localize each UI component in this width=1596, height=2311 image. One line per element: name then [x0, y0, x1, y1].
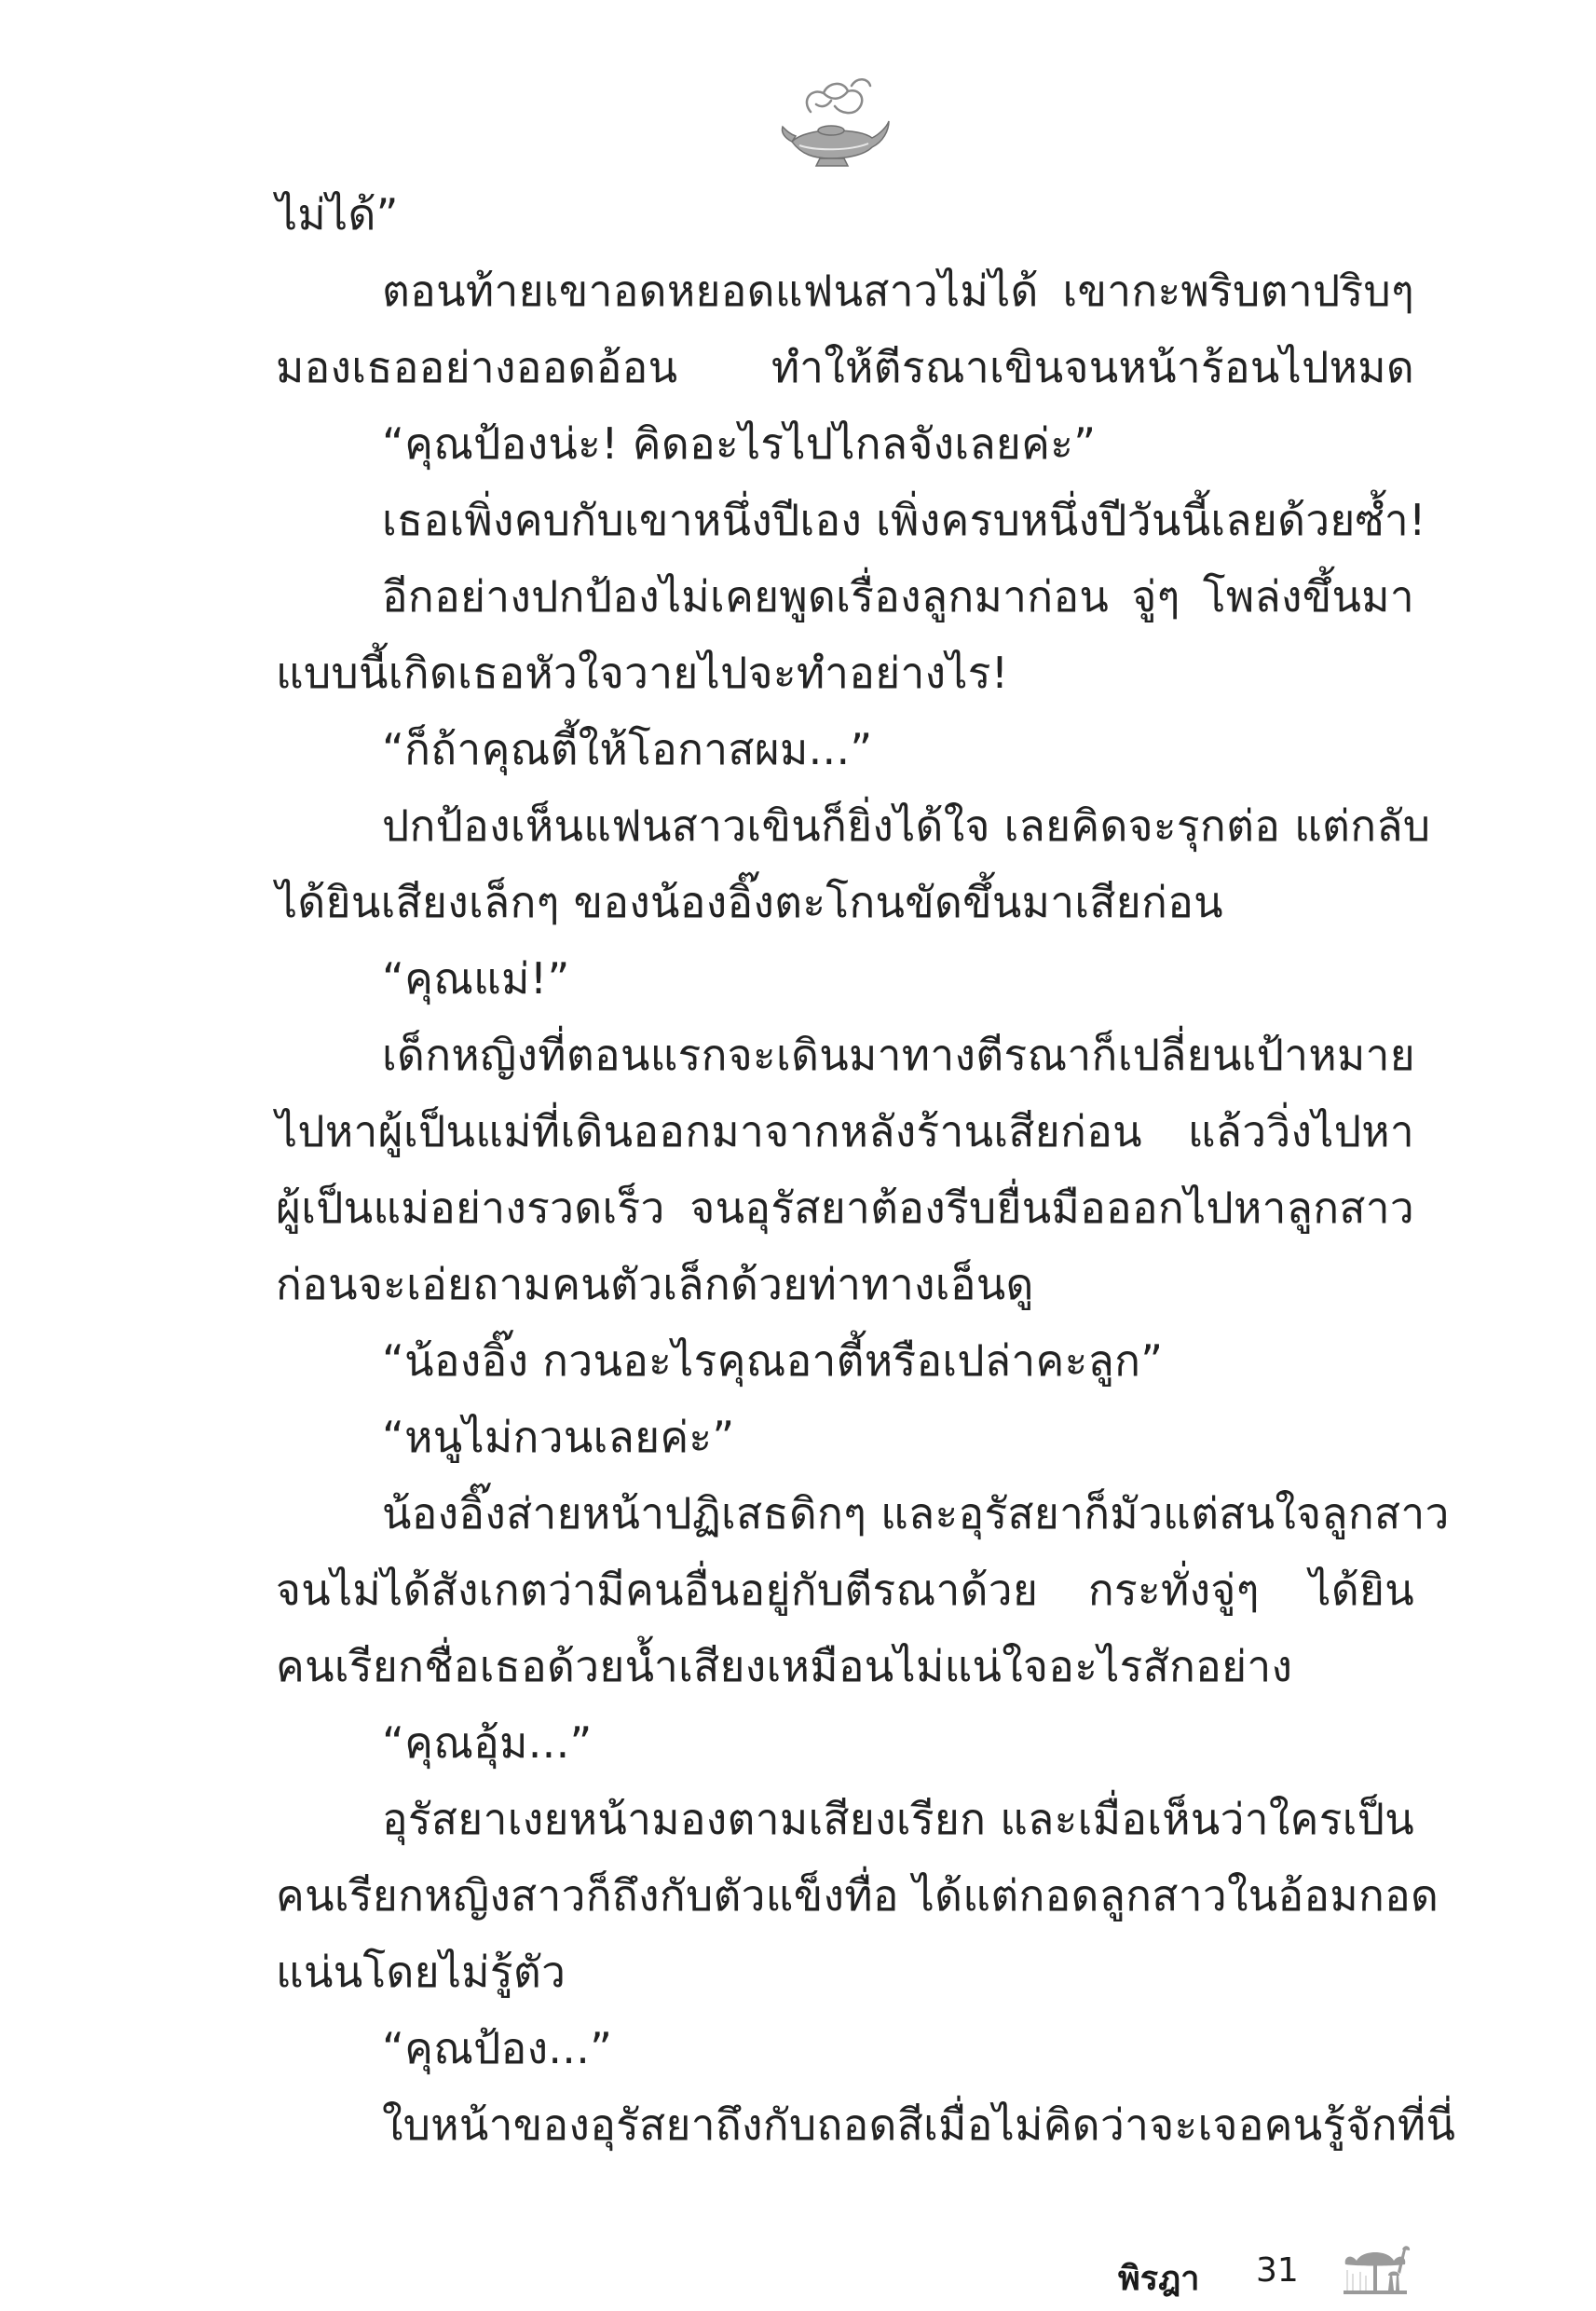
text-line: คนเรียกชื่อเธอด้วยน้ำเสียงเหมือนไม่แน่ใจอะไรสักอย่าง — [276, 1641, 1293, 1691]
text-line: คนเรียกหญิงสาวก็ถึงกับตัวแข็งทื่อ ได้แต่กอดลูกสาวในอ้อมกอด — [276, 1870, 1439, 1921]
text-line: “ก็ถ้าคุณตี้ให้โอกาสผม...” — [382, 724, 873, 774]
page-footer — [1118, 2246, 1491, 2311]
text-line: ไปหาผู้เป็นแม่ที่เดินออกมาจากหลังร้านเสียก่อน แล้ววิ่งไปหา — [276, 1106, 1414, 1156]
text-line: อุรัสยาเงยหน้ามองตามเสียงเรียก และเมื่อเห็นว่าใครเป็น — [382, 1794, 1415, 1844]
page-number: 31 — [1256, 2251, 1299, 2290]
text-line: แบบนี้เกิดเธอหัวใจวายไปจะทำอย่างไร! — [276, 648, 1009, 698]
giraffe-tree-icon — [1338, 2233, 1412, 2298]
text-line: ตอนท้ายเขาอดหยอดแฟนสาวไม่ได้ เขากะพริบตาปริบๆ — [382, 266, 1414, 316]
text-line: ก่อนจะเอ่ยถามคนตัวเล็กด้วยท่าทางเอ็นดู — [276, 1259, 1034, 1309]
text-line: ปกป้องเห็นแฟนสาวเขินก็ยิ่งได้ใจ เลยคิดจะรุกต่อ แต่กลับ — [382, 800, 1431, 851]
text-line: แน่นโดยไม่รู้ตัว — [276, 1947, 566, 1997]
text-line: ผู้เป็นแม่อย่างรวดเร็ว จนอุรัสยาต้องรีบยื่นมือออกไปหาลูกสาว — [276, 1183, 1414, 1233]
text-line: เด็กหญิงที่ตอนแรกจะเดินมาทางตีรณาก็เปลี่ยนเป้าหมาย — [382, 1030, 1415, 1080]
text-line: น้องอิ๊งส่ายหน้าปฏิเสธดิกๆ และอุรัสยาก็มัวแต่สนใจลูกสาว — [382, 1488, 1450, 1538]
text-line: ใบหน้าของอุรัสยาถึงกับถอดสีเมื่อไม่คิดว่าจะเจอคนรู้จักที่นี่ — [382, 2099, 1456, 2150]
text-line: จนไม่ได้สังเกตว่ามีคนอื่นอยู่กับตีรณาด้วย กระทั่งจู่ๆ ได้ยิน — [276, 1565, 1414, 1615]
text-line: “คุณแม่!” — [382, 953, 570, 1004]
text-line: ไม่ได้” — [276, 189, 399, 239]
text-line: ได้ยินเสียงเล็กๆ ของน้องอิ๊งตะโกนขัดขึ้นมาเสียก่อน — [276, 877, 1223, 927]
text-line: “น้องอิ๊ง กวนอะไรคุณอาตี้หรือเปล่าคะลูก” — [382, 1335, 1164, 1386]
text-line: “หนูไม่กวนเลยค่ะ” — [382, 1412, 735, 1462]
text-line: “คุณอุ้ม...” — [382, 1717, 593, 1768]
author-name: พิรฎา — [1118, 2260, 1200, 2298]
text-line: “คุณป้อง...” — [382, 2023, 613, 2073]
text-line: “คุณป้องน่ะ! คิดอะไรไปไกลจังเลยค่ะ” — [382, 418, 1097, 469]
text-line: อีกอย่างปกป้องไม่เคยพูดเรื่องลูกมาก่อน จู่ๆ โพล่งขึ้นมา — [382, 571, 1414, 622]
genie-lamp-icon — [779, 73, 891, 175]
text-line: เธอเพิ่งคบกับเขาหนึ่งปีเอง เพิ่งครบหนึ่งปีวันนี้เลยด้วยซ้ำ! — [382, 495, 1426, 545]
text-line: มองเธออย่างออดอ้อน ทำให้ตีรณาเขินจนหน้าร้อนไปหมด — [276, 342, 1414, 392]
